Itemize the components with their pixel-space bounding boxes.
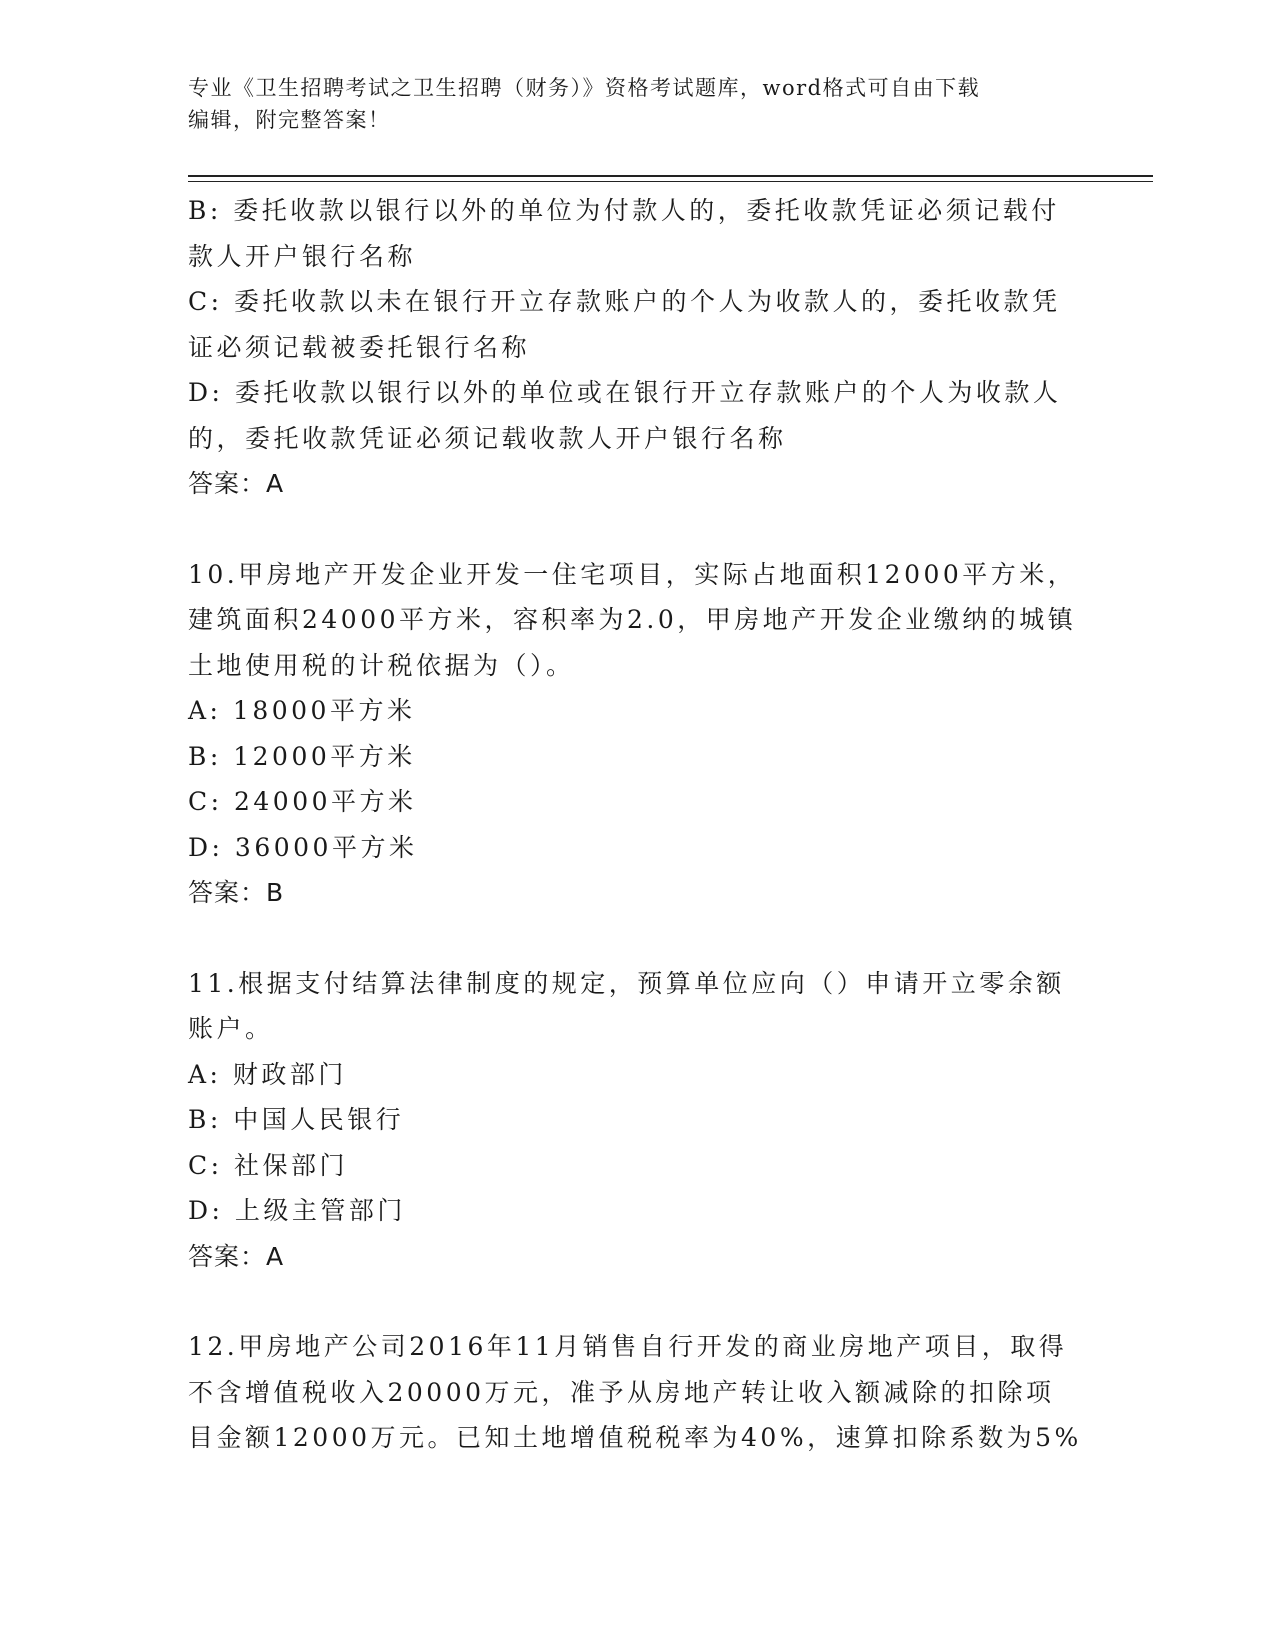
document-body <box>188 188 1093 1461</box>
question-10-line-2: 建筑面积24000平方米，容积率为2.0，甲房地产开发企业缴纳的城镇 <box>188 605 1077 634</box>
question-12-line-2: 不含增值税收入20000万元，准予从房地产转让收入额减除的扣除项 <box>188 1377 1055 1407</box>
header-line-2: 编辑，附完整答案！ <box>188 108 391 132</box>
question-11-option-c: C: 社保部门 <box>188 1150 348 1180</box>
header-divider-thin <box>188 181 1153 182</box>
question-10-option-a: A: 18000平方米 <box>188 696 416 725</box>
question-10-line-1: 10.甲房地产开发企业开发一住宅项目，实际占地面积12000平方米， <box>188 559 1077 589</box>
question-9-continued <box>188 188 1093 507</box>
page-header <box>188 72 1088 136</box>
option-b-line-1: B: 委托收款以银行以外的单位为付款人的，委托收款凭证必须记载付 <box>188 196 1060 225</box>
question-11 <box>188 961 1093 1280</box>
answer-10: 答案：B <box>188 878 285 907</box>
answer-11: 答案：A <box>188 1241 285 1271</box>
option-c-line-1: C: 委托收款以未在银行开立存款账户的个人为收款人的，委托收款凭 <box>188 287 1061 316</box>
question-12-line-1: 12.甲房地产公司2016年11月销售自行开发的商业房地产项目，取得 <box>188 1332 1068 1361</box>
question-11-option-d: D: 上级主管部门 <box>188 1196 406 1225</box>
question-12-line-3: 目金额12000万元。已知土地增值税税率为40%，速算扣除系数为5% <box>188 1423 1082 1452</box>
question-10-option-d: D: 36000平方米 <box>188 832 418 862</box>
question-11-option-b: B: 中国人民银行 <box>188 1105 405 1134</box>
question-11-line-2: 账户。 <box>188 1014 274 1043</box>
question-10 <box>188 552 1093 916</box>
question-10-option-c: C: 24000平方米 <box>188 787 417 816</box>
question-12 <box>188 1324 1093 1461</box>
option-c-line-2: 证必须记载被委托银行名称 <box>188 332 531 362</box>
option-d-line-1: D: 委托收款以银行以外的单位或在银行开立存款账户的个人为收款人 <box>188 378 1062 407</box>
header-line-1: 专业《卫生招聘考试之卫生招聘（财务）》资格考试题库，word格式可自由下载 <box>188 76 981 100</box>
option-d-line-2: 的，委托收款凭证必须记载收款人开户银行名称 <box>188 423 787 453</box>
answer-9: 答案：A <box>188 469 285 498</box>
question-10-line-3: 土地使用税的计税依据为（）。 <box>188 650 575 680</box>
question-11-line-1: 11.根据支付结算法律制度的规定，预算单位应向（）申请开立零余额 <box>188 968 1065 998</box>
header-divider-thick <box>188 175 1153 177</box>
option-b-line-2: 款人开户银行名称 <box>188 241 417 271</box>
question-10-option-b: B: 12000平方米 <box>188 741 416 771</box>
question-11-option-a: A: 财政部门 <box>188 1059 347 1089</box>
